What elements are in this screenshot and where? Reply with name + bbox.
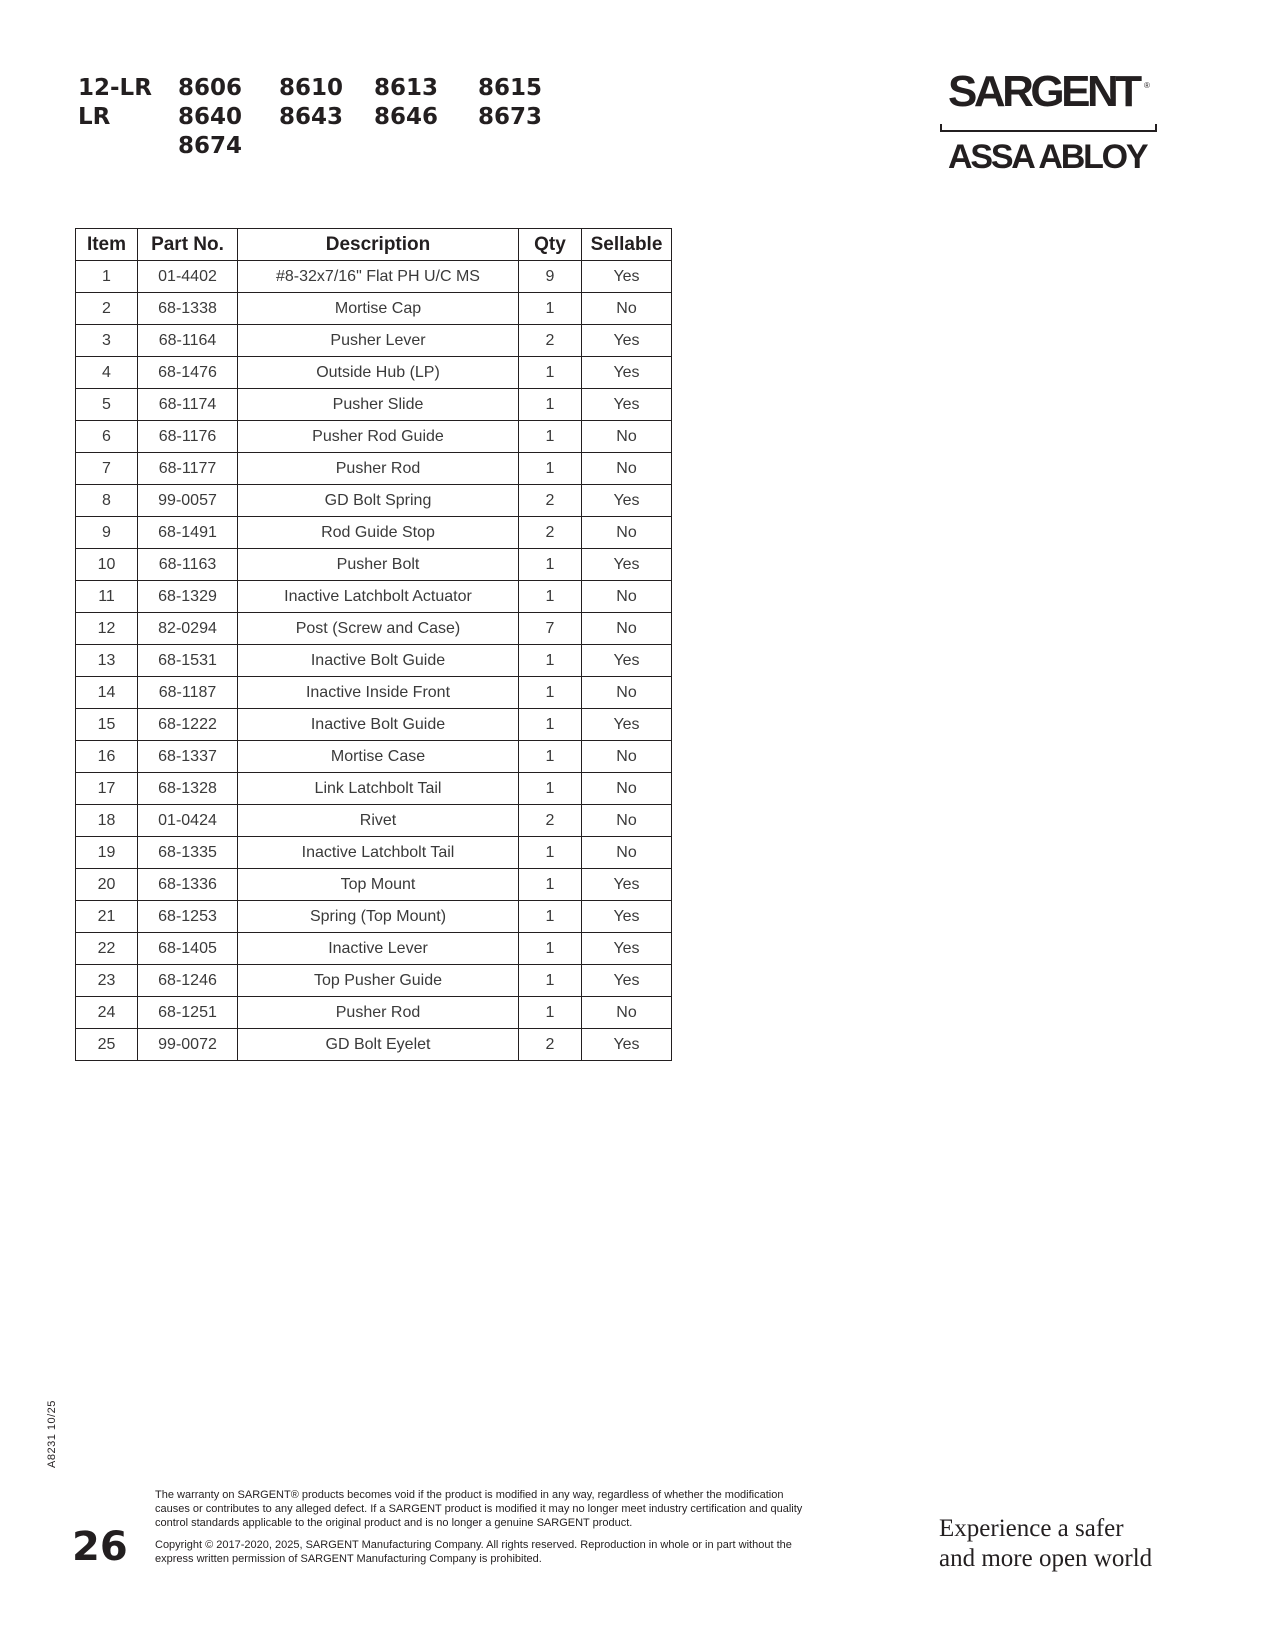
- table-row: [76, 517, 672, 549]
- item-cell: 25: [76, 1029, 138, 1061]
- parts-table: [75, 228, 672, 1061]
- page-number: 26: [72, 1524, 128, 1570]
- sellable-cell: No: [582, 453, 672, 485]
- model-number: 8615: [478, 75, 543, 101]
- part-no-cell: 99-0072: [138, 1029, 238, 1061]
- table-row: [76, 613, 672, 645]
- item-cell: 15: [76, 709, 138, 741]
- item-cell: 17: [76, 773, 138, 805]
- document-code: A8231 10/25: [46, 1400, 58, 1468]
- description-cell: Inactive Lever: [238, 933, 519, 965]
- model-number: 8674: [178, 133, 243, 159]
- item-cell: 3: [76, 325, 138, 357]
- qty-cell: 1: [519, 677, 582, 709]
- item-cell: 21: [76, 901, 138, 933]
- qty-cell: 1: [519, 933, 582, 965]
- description-cell: Top Mount: [238, 869, 519, 901]
- model-number: 8673: [478, 104, 543, 130]
- part-no-cell: 68-1335: [138, 837, 238, 869]
- description-cell: Pusher Rod Guide: [238, 421, 519, 453]
- item-cell: 4: [76, 357, 138, 389]
- table-row: [76, 453, 672, 485]
- table-row: [76, 293, 672, 325]
- item-cell: 18: [76, 805, 138, 837]
- description-cell: Inactive Latchbolt Actuator: [238, 581, 519, 613]
- qty-cell: 2: [519, 805, 582, 837]
- qty-cell: 1: [519, 645, 582, 677]
- part-no-cell: 68-1251: [138, 997, 238, 1029]
- table-row: [76, 933, 672, 965]
- column-header-item: Item: [76, 229, 138, 261]
- table-row: [76, 837, 672, 869]
- part-no-cell: 68-1164: [138, 325, 238, 357]
- tagline-line-1: Experience a safer: [939, 1515, 1124, 1542]
- item-cell: 7: [76, 453, 138, 485]
- description-cell: Inactive Inside Front: [238, 677, 519, 709]
- qty-cell: 1: [519, 837, 582, 869]
- item-cell: 9: [76, 517, 138, 549]
- sellable-cell: Yes: [582, 709, 672, 741]
- model-number: [279, 132, 374, 161]
- table-row: [76, 549, 672, 581]
- table-row: [76, 325, 672, 357]
- item-cell: 2: [76, 293, 138, 325]
- part-no-cell: 82-0294: [138, 613, 238, 645]
- qty-cell: 1: [519, 709, 582, 741]
- sellable-cell: No: [582, 613, 672, 645]
- item-cell: 23: [76, 965, 138, 997]
- description-cell: Inactive Latchbolt Tail: [238, 837, 519, 869]
- qty-cell: 2: [519, 325, 582, 357]
- sellable-cell: Yes: [582, 261, 672, 293]
- qty-cell: 2: [519, 1029, 582, 1061]
- item-cell: 5: [76, 389, 138, 421]
- sellable-cell: No: [582, 677, 672, 709]
- model-numbers: [78, 74, 558, 161]
- part-no-cell: 68-1476: [138, 357, 238, 389]
- qty-cell: 1: [519, 453, 582, 485]
- sellable-cell: No: [582, 581, 672, 613]
- sellable-cell: No: [582, 837, 672, 869]
- description-cell: Top Pusher Guide: [238, 965, 519, 997]
- item-cell: 20: [76, 869, 138, 901]
- description-cell: Link Latchbolt Tail: [238, 773, 519, 805]
- model-row: [78, 74, 558, 103]
- tagline: [939, 1514, 1152, 1574]
- qty-cell: 1: [519, 741, 582, 773]
- sellable-cell: Yes: [582, 901, 672, 933]
- description-cell: GD Bolt Eyelet: [238, 1029, 519, 1061]
- model-number: 8613: [374, 75, 439, 101]
- qty-cell: 9: [519, 261, 582, 293]
- qty-cell: 1: [519, 869, 582, 901]
- description-cell: Pusher Bolt: [238, 549, 519, 581]
- part-no-cell: 68-1253: [138, 901, 238, 933]
- item-cell: 14: [76, 677, 138, 709]
- sellable-cell: Yes: [582, 389, 672, 421]
- part-no-cell: 68-1336: [138, 869, 238, 901]
- part-no-cell: 01-4402: [138, 261, 238, 293]
- table-row: [76, 965, 672, 997]
- registered-mark: ®: [1144, 81, 1150, 90]
- item-cell: 16: [76, 741, 138, 773]
- item-cell: 11: [76, 581, 138, 613]
- model-row: [78, 103, 558, 132]
- table-row: [76, 773, 672, 805]
- part-no-cell: 68-1337: [138, 741, 238, 773]
- part-no-cell: 68-1222: [138, 709, 238, 741]
- qty-cell: 1: [519, 357, 582, 389]
- table-row: [76, 645, 672, 677]
- part-no-cell: 68-1174: [138, 389, 238, 421]
- tagline-line-2: and more open world: [939, 1545, 1153, 1572]
- table-row: [76, 261, 672, 293]
- qty-cell: 1: [519, 293, 582, 325]
- description-cell: Rod Guide Stop: [238, 517, 519, 549]
- description-cell: Rivet: [238, 805, 519, 837]
- part-no-cell: 68-1328: [138, 773, 238, 805]
- item-cell: 10: [76, 549, 138, 581]
- item-cell: 8: [76, 485, 138, 517]
- parent-logo-text: ASSA ABLOY: [948, 138, 1147, 176]
- description-cell: Pusher Rod: [238, 453, 519, 485]
- qty-cell: 1: [519, 549, 582, 581]
- sellable-cell: Yes: [582, 1029, 672, 1061]
- table-row: [76, 1029, 672, 1061]
- warranty-text: The warranty on SARGENT® products becomes void if the product is modified in any way, regardless of whether the modification causes or contributes to any alleged defect. If a SARGENT product is modified it may no longer meet industry certification and quality control standards applicable to the original product and is no longer a genuine SARGENT product.: [155, 1489, 803, 1529]
- part-no-cell: 68-1338: [138, 293, 238, 325]
- sellable-cell: Yes: [582, 485, 672, 517]
- table-row: [76, 421, 672, 453]
- copyright-text: Copyright © 2017-2020, 2025, SARGENT Manufacturing Company. All rights reserved. Reproduction in whole or in part without the express written permission of SARGENT Manufacturing Company is prohibited.: [155, 1539, 792, 1565]
- description-cell: #8-32x7/16" Flat PH U/C MS: [238, 261, 519, 293]
- sellable-cell: Yes: [582, 869, 672, 901]
- item-cell: 22: [76, 933, 138, 965]
- item-cell: 19: [76, 837, 138, 869]
- qty-cell: 1: [519, 389, 582, 421]
- part-no-cell: 68-1176: [138, 421, 238, 453]
- column-header-description: Description: [238, 229, 519, 261]
- sellable-cell: No: [582, 741, 672, 773]
- qty-cell: 2: [519, 517, 582, 549]
- qty-cell: 7: [519, 613, 582, 645]
- table-row: [76, 901, 672, 933]
- model-number: 12-LR: [78, 75, 152, 101]
- part-no-cell: 68-1531: [138, 645, 238, 677]
- sellable-cell: Yes: [582, 357, 672, 389]
- sellable-cell: Yes: [582, 549, 672, 581]
- model-number: 8646: [374, 104, 439, 130]
- model-number: [78, 132, 178, 161]
- sellable-cell: No: [582, 773, 672, 805]
- item-cell: 6: [76, 421, 138, 453]
- table-row: [76, 581, 672, 613]
- sellable-cell: Yes: [582, 645, 672, 677]
- column-header-sellable: Sellable: [582, 229, 672, 261]
- sellable-cell: Yes: [582, 965, 672, 997]
- part-no-cell: 68-1329: [138, 581, 238, 613]
- qty-cell: 1: [519, 581, 582, 613]
- description-cell: Pusher Lever: [238, 325, 519, 357]
- parts-table-body: [76, 261, 672, 1061]
- description-cell: Mortise Case: [238, 741, 519, 773]
- qty-cell: 1: [519, 997, 582, 1029]
- table-row: [76, 677, 672, 709]
- part-no-cell: 68-1163: [138, 549, 238, 581]
- model-number: 8643: [279, 104, 344, 130]
- model-number: [478, 132, 558, 161]
- legal-notice: [155, 1488, 815, 1574]
- description-cell: Inactive Bolt Guide: [238, 645, 519, 677]
- description-cell: Pusher Slide: [238, 389, 519, 421]
- part-no-cell: 99-0057: [138, 485, 238, 517]
- sellable-cell: Yes: [582, 325, 672, 357]
- column-header-part-no: Part No.: [138, 229, 238, 261]
- table-header-row: [76, 229, 672, 261]
- sellable-cell: Yes: [582, 933, 672, 965]
- part-no-cell: 68-1246: [138, 965, 238, 997]
- description-cell: Spring (Top Mount): [238, 901, 519, 933]
- table-row: [76, 997, 672, 1029]
- table-row: [76, 805, 672, 837]
- item-cell: 24: [76, 997, 138, 1029]
- model-number: [374, 132, 478, 161]
- description-cell: Pusher Rod: [238, 997, 519, 1029]
- table-row: [76, 709, 672, 741]
- model-number: 8610: [279, 75, 344, 101]
- model-row: [78, 132, 558, 161]
- brand-logo-text: SARGENT: [948, 67, 1139, 116]
- item-cell: 1: [76, 261, 138, 293]
- part-no-cell: 01-0424: [138, 805, 238, 837]
- description-cell: Outside Hub (LP): [238, 357, 519, 389]
- item-cell: 13: [76, 645, 138, 677]
- logo-bracket-rule: [940, 124, 1157, 132]
- description-cell: Inactive Bolt Guide: [238, 709, 519, 741]
- sellable-cell: No: [582, 421, 672, 453]
- table-row: [76, 357, 672, 389]
- sellable-cell: No: [582, 805, 672, 837]
- sellable-cell: No: [582, 293, 672, 325]
- model-number: 8640: [178, 104, 243, 130]
- part-no-cell: 68-1177: [138, 453, 238, 485]
- description-cell: GD Bolt Spring: [238, 485, 519, 517]
- sellable-cell: No: [582, 997, 672, 1029]
- table-row: [76, 741, 672, 773]
- qty-cell: 1: [519, 901, 582, 933]
- table-row: [76, 485, 672, 517]
- qty-cell: 1: [519, 421, 582, 453]
- part-no-cell: 68-1491: [138, 517, 238, 549]
- table-row: [76, 869, 672, 901]
- qty-cell: 2: [519, 485, 582, 517]
- description-cell: Mortise Cap: [238, 293, 519, 325]
- qty-cell: 1: [519, 773, 582, 805]
- qty-cell: 1: [519, 965, 582, 997]
- column-header-qty: Qty: [519, 229, 582, 261]
- model-number: LR: [78, 104, 111, 130]
- table-row: [76, 389, 672, 421]
- description-cell: Post (Screw and Case): [238, 613, 519, 645]
- sargent-assa-abloy-logo: [940, 68, 1160, 178]
- part-no-cell: 68-1405: [138, 933, 238, 965]
- item-cell: 12: [76, 613, 138, 645]
- model-number: 8606: [178, 75, 243, 101]
- part-no-cell: 68-1187: [138, 677, 238, 709]
- sellable-cell: No: [582, 517, 672, 549]
